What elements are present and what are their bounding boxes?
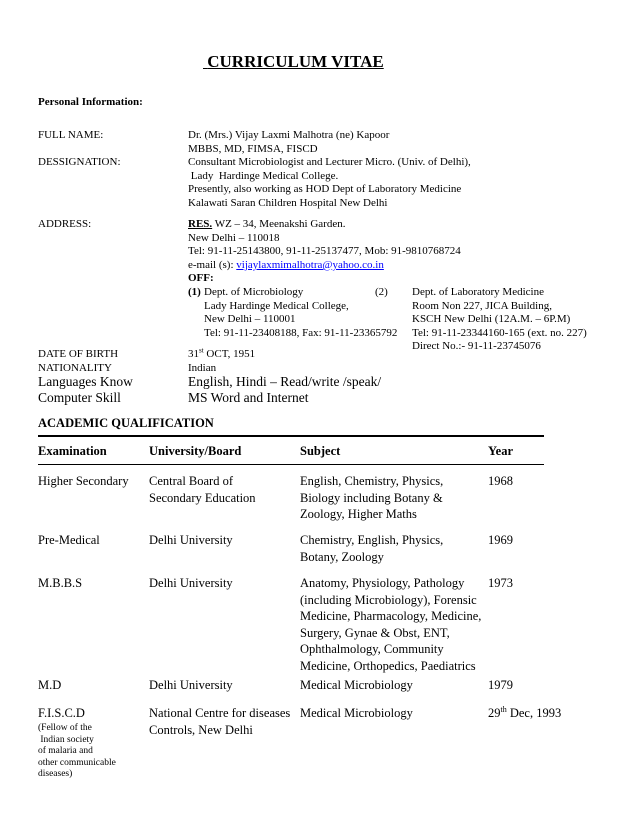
cv-title: CURRICULUM VITAE	[207, 52, 384, 71]
full-name-value: Dr. (Mrs.) Vijay Laxmi Malhotra (ne) Kapoor	[188, 129, 390, 141]
res-label: RES.	[188, 218, 213, 230]
row-3-univ: Delhi University	[149, 576, 233, 590]
row-5-univ-1: National Centre for diseases	[149, 706, 291, 720]
office-2-line-1: Dept. of Laboratory Medicine	[412, 286, 544, 298]
row-2-subject-1: Chemistry, English, Physics,	[300, 533, 444, 547]
res-street: WZ – 34, Meenakshi Garden.	[212, 218, 346, 230]
row-2-univ: Delhi University	[149, 533, 233, 547]
row-1-subject-1: English, Chemistry, Physics,	[300, 474, 444, 488]
computer-skill-label: Computer Skill	[38, 390, 121, 405]
row-4-subject: Medical Microbiology	[300, 678, 413, 692]
row-1-univ-1: Central Board of	[149, 474, 234, 488]
row-3-subject-4: Surgery, Gynae & Obst, ENT,	[300, 625, 450, 640]
degrees-value: MBBS, MD, FIMSA, FISCD	[188, 142, 318, 155]
row-3-subject-5: Ophthalmology, Community	[300, 642, 444, 656]
designation-label: DESSIGNATION:	[38, 156, 121, 168]
row-1-year: 1968	[488, 474, 513, 488]
designation-line-4: Kalawati Saran Children Hospital New Delhi	[188, 196, 388, 209]
row-1-subject-2: Biology including Botany &	[300, 490, 443, 505]
email-link[interactable]: vijaylaxmimalhotra@yahoo.co.in	[236, 258, 384, 271]
designation-line-1: Consultant Microbiologist and Lecturer Micro. (Univ. of Delhi),	[188, 156, 471, 168]
office-1-number: (1)	[188, 286, 201, 298]
office-1-line-3: New Delhi – 110001	[204, 313, 296, 326]
row-5-note-3: of malaria and	[38, 746, 93, 756]
col-subject: Subject	[300, 444, 341, 458]
row-5-year: 29th Dec, 1993	[488, 704, 562, 720]
row-3-subject-3: Medicine, Pharmacology, Medicine,	[300, 609, 482, 623]
row-2-subject-2: Botany, Zoology	[300, 549, 384, 564]
row-5-note-1: (Fellow of the	[38, 723, 92, 733]
row-3-subject-6: Medicine, Orthopedics, Paediatrics	[300, 658, 476, 673]
row-2-exam: Pre-Medical	[38, 533, 100, 547]
row-4-exam: M.D	[38, 678, 62, 692]
dob-value: 31st OCT, 1951	[188, 346, 256, 360]
row-3-subject-2: (including Microbiology), Forensic	[300, 592, 477, 607]
nationality-label: NATIONALITY	[38, 361, 112, 374]
office-label: OFF:	[188, 272, 214, 285]
res-address-line-1	[188, 218, 345, 232]
row-3-year: 1973	[488, 576, 513, 590]
computer-skill-value: MS Word and Internet	[188, 390, 309, 405]
row-3-subject-1: Anatomy, Physiology, Pathology	[300, 576, 465, 590]
col-examination: Examination	[38, 444, 107, 458]
academic-top-rule	[38, 435, 544, 437]
languages-label: Languages Know	[38, 374, 133, 389]
designation-line-2: Lady Hardinge Medical College.	[188, 169, 339, 182]
res-address-line-2: New Delhi – 110018	[188, 231, 280, 244]
email-line	[188, 259, 384, 273]
personal-info-header: Personal Information:	[38, 96, 143, 108]
office-1-phone: Tel: 91-11-23408188, Fax: 91-11-23365792	[204, 326, 398, 339]
office-2-number: (2)	[375, 286, 388, 298]
row-2-year: 1969	[488, 533, 513, 547]
res-phone: Tel: 91-11-25143800, 91-11-25137477, Mob: 91-9810768724	[188, 245, 461, 258]
row-5-note-4: other communicable	[38, 757, 116, 768]
row-1-subject-3: Zoology, Higher Maths	[300, 507, 417, 521]
office-2-line-2: Room Non 227, JICA Building,	[412, 299, 552, 312]
row-1-univ-2: Secondary Education	[149, 490, 256, 505]
col-year: Year	[488, 444, 513, 458]
academic-header-rule	[38, 464, 544, 465]
row-3-exam: M.B.B.S	[38, 576, 83, 590]
email-prefix: e-mail (s):	[188, 258, 237, 271]
row-5-note-5: diseases)	[38, 769, 73, 779]
nationality-value: Indian	[188, 361, 217, 374]
row-5-exam: F.I.S.C.D	[38, 706, 85, 720]
office-1-line-1: Dept. of Microbiology	[204, 286, 304, 298]
col-university: University/Board	[149, 444, 242, 458]
row-4-univ: Delhi University	[149, 678, 233, 692]
row-5-note-2: Indian society	[38, 734, 94, 745]
full-name-label: FULL NAME:	[38, 129, 104, 141]
office-2-line-3: KSCH New Delhi (12A.M. – 6P.M)	[412, 313, 571, 326]
address-label: ADDRESS:	[38, 218, 92, 230]
languages-value: English, Hindi – Read/write /speak/	[188, 374, 382, 389]
designation-line-3: Presently, also working as HOD Dept of Laboratory Medicine	[188, 183, 462, 196]
row-5-subject: Medical Microbiology	[300, 706, 413, 720]
row-4-year: 1979	[488, 678, 513, 692]
office-2-phone: Tel: 91-11-23344160-165 (ext. no. 227)	[412, 326, 587, 339]
office-2-direct: Direct No.:- 91-11-23745076	[412, 340, 541, 353]
row-1-exam: Higher Secondary	[38, 474, 129, 488]
dob-label: DATE OF BIRTH	[38, 348, 119, 360]
academic-header: ACADEMIC QUALIFICATION	[38, 416, 214, 430]
row-5-univ-2: Controls, New Delhi	[149, 722, 253, 737]
office-1-line-2: Lady Hardinge Medical College,	[204, 299, 349, 312]
